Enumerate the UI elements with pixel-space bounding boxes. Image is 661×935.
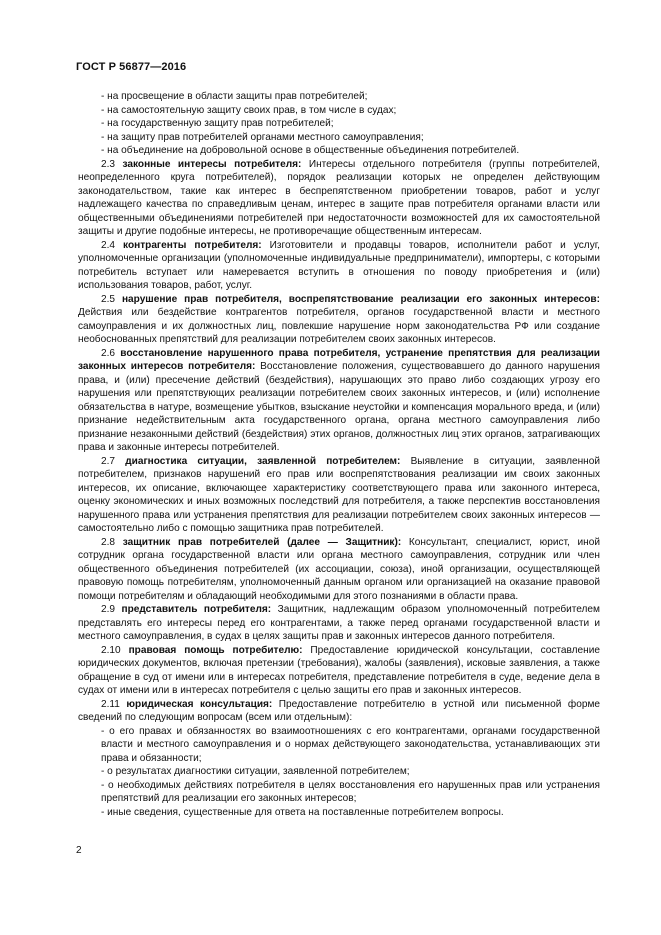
standard-header: ГОСТ Р 56877—2016 [76, 61, 187, 73]
list-item: - иные сведения, существенные для ответа на поставленные потребителем вопросы. [101, 806, 504, 818]
definition-2-7 [78, 455, 600, 536]
definition-text: Выявление в ситуации, заявленной потребителем, признаков нарушений его прав или воспрепятствования реализации им своих законных интересов, их описание, включающее характеристику соответствующего права или законного интереса, оценку экономических и иных возможных последствий для потребителя, а также перспектив восстановления нарушенного права или устранения препятствия для реализации потребителем своих законных интересов — самостоятельно либо с помощью защитника прав потребителей. [78, 455, 600, 534]
list-item: - о результатах диагностики ситуации, заявленной потребителем; [101, 766, 410, 777]
list-item: - на государственную защиту прав потребителей; [101, 118, 334, 129]
definition-text: Защитник, надлежащим образом уполномоченный потребителем представлять его интересы перед его контрагентами, а также перед органами государственной власти и местного самоуправления, в судах в целях защиты прав и законных интересов данного потребителя. [78, 604, 600, 642]
definition-text: Изготовители и продавцы товаров, исполнители работ и услуг, уполномоченные организации (уполномоченные индивидуальные предприниматели), импортеры, с которыми потребитель вступает или намеревается вступить в отношения по поводу приобретения и (или) использования товаров, работ, услуг. [78, 239, 600, 291]
list-item: - на защиту прав потребителей органами местного самоуправления; [101, 131, 424, 143]
definition-2-4 [78, 239, 600, 293]
definition-2-8 [78, 536, 600, 604]
defined-term: представитель потребителя: [121, 604, 272, 615]
definition-text: Консультант, специалист, юрист, иной сотрудник органа государственной власти или органа местного самоуправления, сотрудник или член общественного объединения потребителей (их ассоциации, союза), иной организации, осуществляющей правовую помощь потребителям, уполномоченный данным органом или организацией на оказание правовой помощи потребителям и обладающий необходимыми для этого познаниями в области права. [78, 536, 600, 602]
clause-number: 2.11 [101, 698, 127, 710]
definition-2-11 [78, 698, 600, 725]
defined-term: диагностика ситуации, заявленной потребителем: [125, 455, 401, 467]
definition-2-10 [78, 644, 600, 698]
defined-term: нарушение прав потребителя, воспрепятствование реализации его законных интересов: [121, 293, 600, 305]
clause-number: 2.7 [101, 455, 126, 467]
clause-number: 2.9 [101, 604, 122, 615]
clause-number: 2.3 [101, 158, 123, 170]
defined-term: восстановление нарушенного права потребителя, устранение препятствия для реализации законных интересов потребителя: [78, 347, 601, 372]
clause-number: 2.4 [101, 239, 124, 251]
definition-2-3 [78, 158, 600, 239]
defined-term: юридическая консультация: [126, 698, 273, 710]
definition-2-6 [78, 347, 600, 455]
clause-number: 2.5 [101, 293, 122, 305]
definition-text: Предоставление юридической консультации, составление юридических документов, включая претензии (требования), жалобы (заявления), исковые заявления, а также обращение в суд от имени или в интересах потребителя, представление потребителя в суде, ведение дела в судах от имени или в интересах потребителя с целью защиты его прав и законных интересов. [78, 644, 600, 696]
clause-number: 2.8 [101, 536, 123, 548]
list-item: - о необходимых действиях потребителя в целях восстановления его нарушенных прав или устранения препятствий для реализации его законных интересов; [101, 779, 600, 804]
definition-text: Восстановление положения, существовавшего до данного нарушения права, и (или) пресечение действий (бездействия), нарушающих это право либо создающих угрозу его нарушения или препятствующих реализации потребителем своих законных интересов, и (или) исполнение обязательства в натуре, возмещение убытков, взыскание неустойки и компенсация морального вреда, и (или) признание недействительным акта государственного органа, органа местного самоуправления либо признание незаконными действий (бездействия) этих органов, должностных лиц этих органов, затрагивающих права и законные интересы потребителей. [78, 361, 601, 453]
list-item: - о его правах и обязанностях во взаимоотношениях с его контрагентами, органами государственной власти и местного самоуправления и о нормах действующего законодательства, устанавливающих эти права и обязанности; [101, 725, 600, 764]
list-item: - на объединение на добровольной основе в общественные объединения потребителей. [101, 145, 520, 156]
definition-text: Действия или бездействие контрагентов потребителя, органов государственной власти и местного самоуправления и их должностных лиц, повлекшие нарушение норм законодательства РФ или создание необоснованных препятствий для реализации потребителем своих законных интересов. [78, 307, 600, 345]
clause-number: 2.6 [101, 347, 121, 359]
defined-term: защитник прав потребителей (далее — Защитник): [122, 536, 402, 548]
defined-term: правовая помощь потребителю: [128, 644, 303, 656]
definition-text: Предоставление потребителю в устной или письменной форме сведений по следующим вопросам (всем или отдельным): [78, 698, 600, 723]
definition-text: Интересы отдельного потребителя (группы потребителей, неопределенного круга потребителей), порядок реализации которых не определен действующим законодательством, такие как интерес в беспрепятственном приобретении товаров, работ и услуг надлежащего качества по справедливым ценам, интерес в защите прав потребителя органами власти или общественными объединениями потребителей при недостаточности возможностей для их самостоятельной защиты и другие подобные интересы, не противоречащие общественным интересам. [78, 158, 600, 237]
page-number: 2 [76, 845, 82, 856]
document-body [78, 90, 600, 819]
defined-term: контрагенты потребителя: [123, 239, 262, 251]
defined-term: законные интересы потребителя: [122, 158, 302, 170]
definition-2-5 [78, 293, 600, 347]
list-item: - на самостоятельную защиту своих прав, в том числе в судах; [101, 104, 397, 116]
clause-number: 2.10 [101, 644, 129, 656]
list-item: - на просвещение в области защиты прав потребителей; [101, 91, 368, 102]
definition-2-9 [78, 603, 600, 644]
